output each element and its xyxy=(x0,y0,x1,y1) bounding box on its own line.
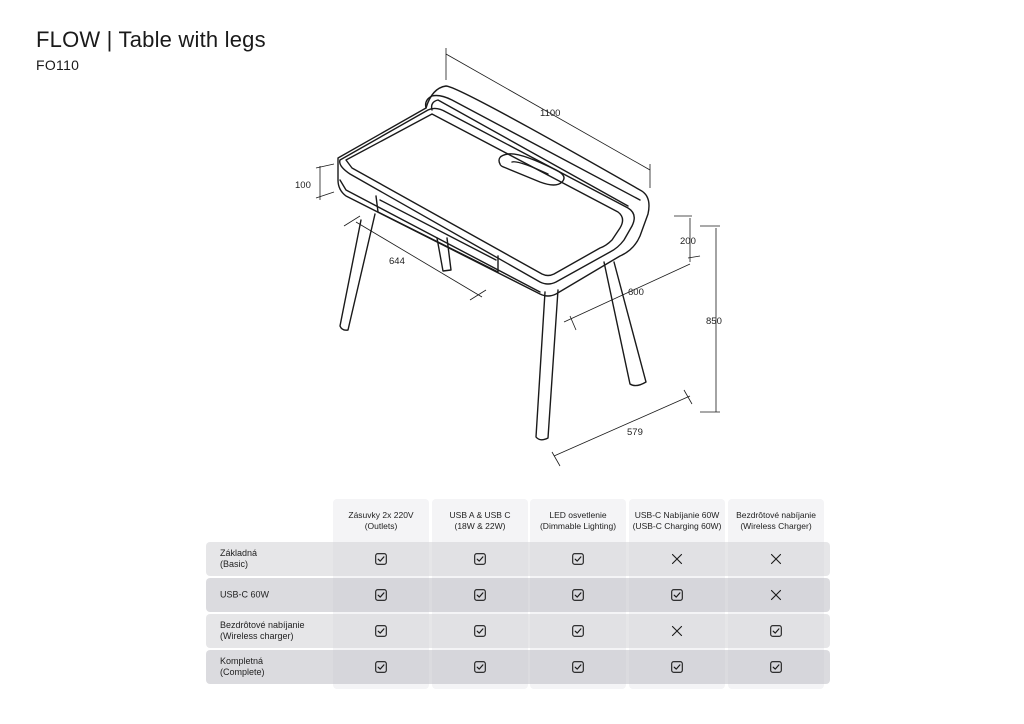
back-rail-inner xyxy=(432,100,628,206)
dim-back-height: 200 xyxy=(680,236,696,247)
row-label: Kompletná (Complete) xyxy=(220,656,265,677)
check-icon xyxy=(432,625,528,637)
check-icon xyxy=(530,661,626,673)
product-code: FO110 xyxy=(36,57,80,73)
check-icon xyxy=(728,625,824,637)
table-row xyxy=(206,542,830,576)
check-icon xyxy=(530,589,626,601)
column-header: Bezdrôtové nabíjanie (Wireless Charger) xyxy=(736,510,816,531)
leg-back-right xyxy=(604,262,646,386)
row-label: USB-C 60W xyxy=(220,589,270,600)
check-icon xyxy=(728,661,824,673)
check-icon xyxy=(629,589,725,601)
table-row xyxy=(206,650,830,684)
leg-front-right xyxy=(536,290,558,440)
check-icon xyxy=(333,589,429,601)
row-label: Bezdrôtové nabíjanie (Wireless charger) xyxy=(220,620,305,641)
column-header: USB A & USB C (18W & 22W) xyxy=(449,510,511,531)
table-row xyxy=(206,578,830,612)
cross-icon xyxy=(629,553,725,565)
check-icon xyxy=(432,553,528,565)
cable-slot xyxy=(499,154,564,185)
dim-drawer-depth: 644 xyxy=(389,256,405,267)
check-icon xyxy=(432,589,528,601)
check-icon xyxy=(629,661,725,673)
page-title: FLOW | Table with legs xyxy=(36,27,266,52)
check-icon xyxy=(333,625,429,637)
leg-front-left xyxy=(340,214,375,330)
check-icon xyxy=(333,661,429,673)
column-header: LED osvetlenie (Dimmable Lighting) xyxy=(539,510,617,531)
table-row xyxy=(206,614,830,648)
cross-icon xyxy=(728,589,824,601)
dim-depth: 600 xyxy=(628,287,644,298)
cross-icon xyxy=(728,553,824,565)
cross-icon xyxy=(629,625,725,637)
dim-height: 850 xyxy=(706,316,722,327)
dim-leg-depth: 579 xyxy=(627,427,643,438)
column-header: USB-C Nabíjanie 60W (USB-C Charging 60W) xyxy=(632,510,722,531)
dim-width: 1100 xyxy=(540,108,561,119)
check-icon xyxy=(530,553,626,565)
column-header: Zásuvky 2x 220V (Outlets) xyxy=(348,510,414,531)
check-icon xyxy=(333,553,429,565)
check-icon xyxy=(432,661,528,673)
dim-top-height: 100 xyxy=(295,180,311,191)
row-label: Základná (Basic) xyxy=(220,548,258,569)
check-icon xyxy=(530,625,626,637)
desk-surface xyxy=(340,108,635,284)
